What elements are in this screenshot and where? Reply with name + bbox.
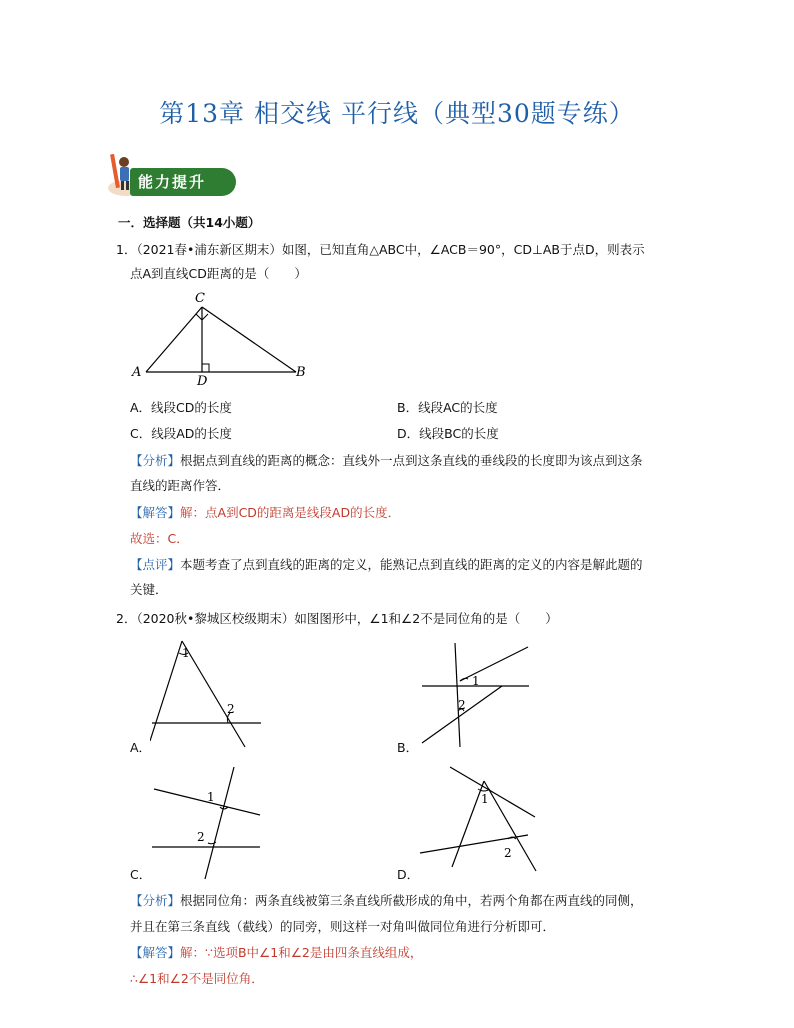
q1-answer-line: [130, 505, 400, 521]
fig-b-angle-1: 1: [472, 674, 480, 688]
label-A: A: [132, 365, 142, 380]
fig-a-angle-1: 1: [182, 646, 190, 660]
q2-answer-line2: ∴∠1和∠2不是同位角．: [130, 971, 264, 986]
q1-option-b: B．线段AC的长度: [397, 400, 498, 415]
fig-d-angle-2: 2: [504, 846, 512, 860]
q1-comment-text: 本题考查了点到直线的距离的定义，能熟记点到直线的距离的定义的内容是解此题的: [180, 557, 643, 572]
q2-answer-line1: [130, 945, 422, 961]
q1-stem-line1: 1．（2021春•浦东新区期末）如图，已知直角△ABC中，∠ACB＝90°，CD⊥AB于点D，则表示: [116, 242, 645, 257]
q1-stem-line2: 点A到直线CD距离的是（ ）: [130, 266, 307, 281]
q2-analysis-text: 根据同位角：两条直线被第三条直线所截形成的角中，若两个角都在两直线的同侧，: [180, 893, 643, 908]
q1-answer-text: 解：点A到CD的距离是线段AD的长度．: [180, 505, 401, 520]
q2-figure-d: [418, 765, 538, 880]
q1-option-c: C．线段AD的长度: [130, 426, 232, 441]
analysis-tag: 【分析】: [130, 453, 181, 468]
label-D: D: [197, 374, 208, 386]
q2-figure-b: [418, 637, 533, 752]
q1-analysis-line2: 直线的距离作答．: [130, 478, 231, 493]
label-B: B: [296, 365, 306, 380]
section-badge: [104, 148, 240, 198]
q1-analysis-line1: [130, 453, 643, 469]
analysis-tag: 【分析】: [130, 893, 181, 908]
label-C: C: [195, 291, 205, 306]
page-title: 第13章 相交线 平行线（典型30题专练）: [159, 99, 635, 128]
badge-label: 能力提升: [138, 173, 207, 191]
q1-comment-line2: 关键．: [130, 582, 168, 597]
q1-choice: 故选：C．: [130, 531, 189, 546]
fig-a-angle-2: 2: [227, 702, 235, 716]
q2-stem: 2．（2020秋•黎城区校级期末）如图图形中，∠1和∠2不是同位角的是（ ）: [116, 611, 558, 626]
q2-answer-text: 解：∵选项B中∠1和∠2是由四条直线组成，: [180, 945, 423, 960]
fig-b-angle-2: 2: [458, 698, 466, 712]
q1-comment-line1: [130, 557, 643, 573]
q2-analysis-line1: [130, 893, 643, 909]
q1-option-a: A．线段CD的长度: [130, 400, 232, 415]
q2-option-b-label: B．: [397, 740, 419, 755]
answer-tag: 【解答】: [130, 505, 181, 520]
q1-option-d: D．线段BC的长度: [397, 426, 499, 441]
fig-c-angle-1: 1: [207, 790, 215, 804]
section-heading: 一．选择题（共14小题）: [118, 215, 261, 230]
q1-analysis-text: 根据点到直线的距离的概念：直线外一点到这条直线的垂线段的长度即为该点到这条: [180, 453, 643, 468]
q2-figure-c: [150, 765, 265, 880]
q2-option-c-label: C．: [130, 867, 152, 882]
fig-d-angle-1: 1: [481, 792, 489, 806]
comment-tag: 【点评】: [130, 557, 181, 572]
q1-triangle-figure: [128, 290, 308, 386]
answer-tag: 【解答】: [130, 945, 181, 960]
fig-c-angle-2: 2: [197, 830, 205, 844]
q2-figure-a: [150, 637, 265, 752]
q2-analysis-line2: 并且在第三条直线（截线）的同旁，则这样一对角叫做同位角进行分析即可．: [130, 919, 556, 934]
q2-option-a-label: A．: [130, 740, 152, 755]
q2-option-d-label: D．: [397, 867, 420, 882]
